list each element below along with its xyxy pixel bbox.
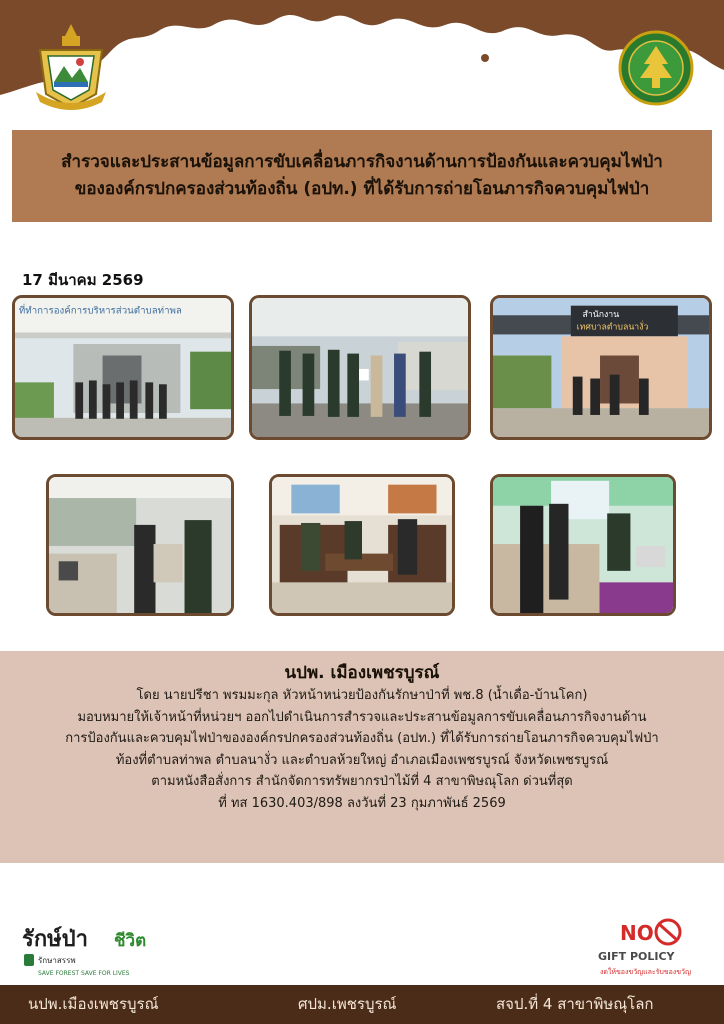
gift-policy-text: GIFT POLICY (598, 950, 675, 963)
info-line-5: ตามหนังสือสั่งการ สำนักจัดการทรัพยากรป่าไม้ที่ 4 สาขาพิษณุโลก ด่วนที่สุด (151, 774, 573, 789)
forest-logo-thai-text: รักษาสรรพ (38, 956, 76, 965)
info-line-4: ท้องที่ตำบลท่าพล ตำบลนางั่ว และตำบลห้วยใหญ่ อำเภอเมืองเพชรบูรณ์ จังหวัดเพชรบูรณ์ (115, 752, 609, 768)
photo-3-sign-line-2: เทศบาลตำบลนางั่ว (576, 322, 649, 333)
gift-policy-thai-text: งดให้ของขวัญและรับของขวัญ (600, 968, 691, 976)
activity-date: 17 มีนาคม 2569 (22, 271, 144, 289)
dnp-emblem-logo (32, 22, 110, 112)
royal-forest-department-seal (618, 30, 694, 106)
info-block (0, 651, 724, 863)
forest-logo-en-text: SAVE FOREST SAVE FOR LIVES (38, 970, 130, 977)
no-gift-policy-logo (594, 918, 702, 980)
info-line-6: ที่ ทส 1630.403/898 ลงวันที่ 23 กุมภาพันธ์ 2569 (218, 795, 506, 811)
photo-tha-phon-office-group (12, 295, 234, 440)
info-line-1: โดย นายปรีชา พรมมะกุล หัวหน้าหน่วยป้องกันรักษาป่าที่ พช.8 (น้ำเดื่อ-บ้านโคก) (136, 688, 588, 703)
unit-heading: นปพ. เมืองเพชรบูรณ์ (284, 663, 440, 683)
photo-sofa-meeting (269, 474, 455, 616)
title-banner (12, 130, 712, 222)
footer-office-name: สจป.ที่ 4 สาขาพิษณุโลก (496, 995, 654, 1013)
photo-officers-standing (249, 295, 471, 440)
no-gift-no-text: NO (620, 921, 654, 945)
title-line-2: ขององค์กรปกครองส่วนท้องถิ่น (อปท.) ที่ได้รับการถ่ายโอนภารกิจควบคุมไฟป่า (74, 179, 650, 199)
footer-bar (0, 985, 724, 1024)
photo-1-building-sign: ที่ทำการองค์การบริหารส่วนตำบลท่าพล (18, 305, 182, 317)
footer-center-name: ศปม.เพชรบูรณ์ (298, 995, 397, 1013)
title-line-1: สำรวจและประสานข้อมูลการขับเคลื่อนภารกิจงานด้านการป้องกันและควบคุมไฟป่า (61, 152, 663, 172)
forest-logo-sub-text: ชีวิต (114, 931, 147, 951)
photo-nang-ua-office-group (490, 295, 712, 440)
info-line-2: มอบหมายให้เจ้าหน้าที่หน่วยฯ ออกไปดำเนินการสำรวจและประสานข้อมูลการขับเคลื่อนภารกิจงานด้าน (77, 709, 647, 725)
photo-3-sign-line-1: สำนักงาน (582, 310, 620, 321)
footer-unit-name: นปพ.เมืองเพชรบูรณ์ (28, 995, 159, 1013)
photo-office-desk-meeting (46, 474, 234, 616)
photo-staff-at-desk (490, 474, 676, 616)
info-line-3: การป้องกันและควบคุมไฟป่าขององค์กรปกครองส่วนท้องถิ่น (อปท.) ที่ได้รับการถ่ายโอนภารกิจควบคุมไฟป่า (65, 731, 659, 746)
save-forest-logo (22, 918, 172, 980)
forest-logo-main-text: รักษ์ป่า (22, 927, 88, 952)
